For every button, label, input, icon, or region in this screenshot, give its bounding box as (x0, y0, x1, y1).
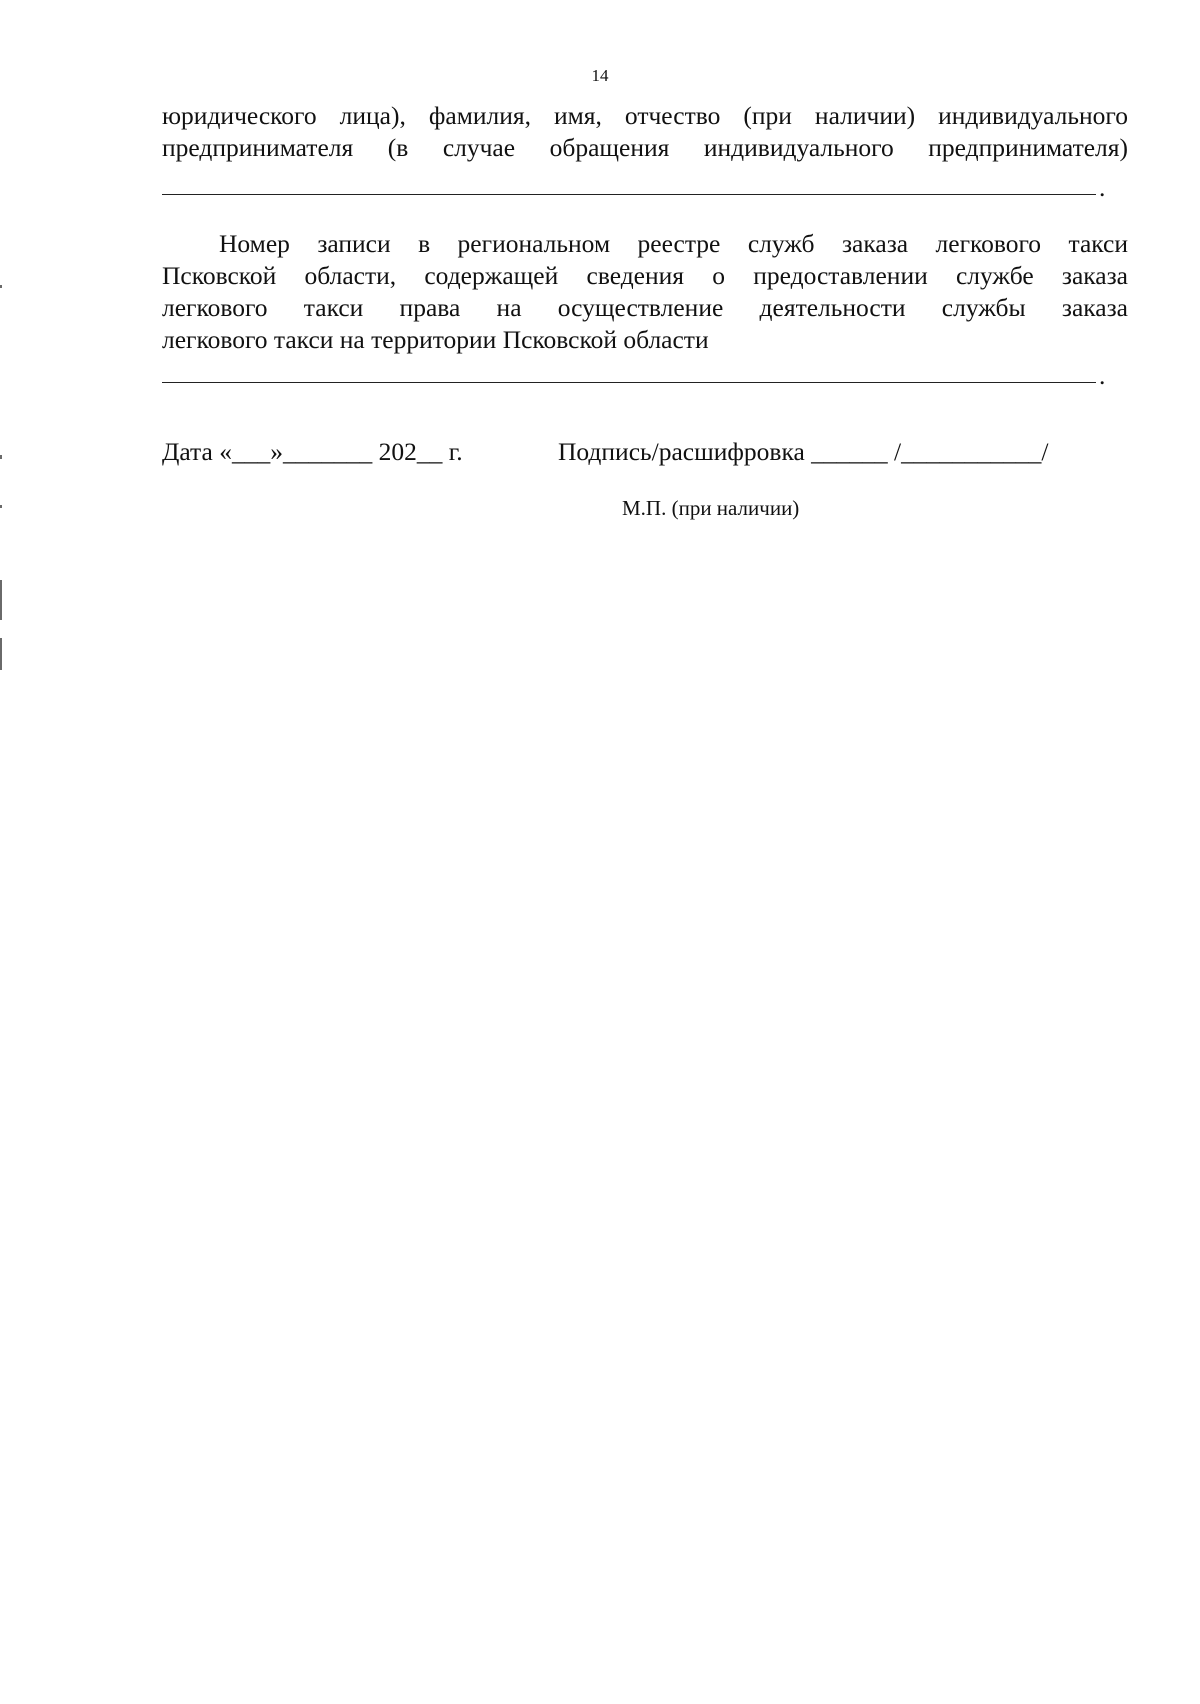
registry-number-paragraph (162, 228, 1128, 356)
scan-edge-mark (0, 455, 2, 459)
scan-edge-mark (0, 285, 2, 288)
registry-number-line-3: легкового такси права на осуществление деятельности службы заказа (162, 293, 1128, 322)
applicant-name-fill-line[interactable] (162, 194, 1096, 195)
fill-line-end-period: . (1099, 361, 1106, 390)
scan-edge-mark (0, 638, 2, 670)
fill-line-end-period: . (1099, 173, 1106, 202)
registry-number-line-2: Псковской области, содержащей сведения о предоставлении службе заказа (162, 261, 1128, 290)
applicant-name-paragraph (162, 100, 1128, 164)
applicant-name-line-1: юридического лица), фамилия, имя, отчество (при наличии) индивидуального (162, 101, 1128, 130)
applicant-name-line-2: предпринимателя (в случае обращения индивидуального предпринимателя) (162, 133, 1128, 162)
page-number: 14 (591, 66, 609, 85)
registry-number-line-4: легкового такси на территории Псковской области (162, 325, 709, 354)
scan-edge-mark (0, 505, 2, 508)
signature-field[interactable]: Подпись/расшифровка ______ /___________/ (558, 437, 1049, 466)
stamp-placeholder: М.П. (при наличии) (622, 496, 800, 520)
date-field[interactable]: Дата «___»_______ 202__ г. (162, 437, 463, 466)
registry-number-fill-line[interactable] (162, 382, 1096, 383)
scan-edge-mark (0, 580, 2, 620)
registry-number-line-1: Номер записи в региональном реестре служб заказа легкового такси (219, 229, 1128, 258)
